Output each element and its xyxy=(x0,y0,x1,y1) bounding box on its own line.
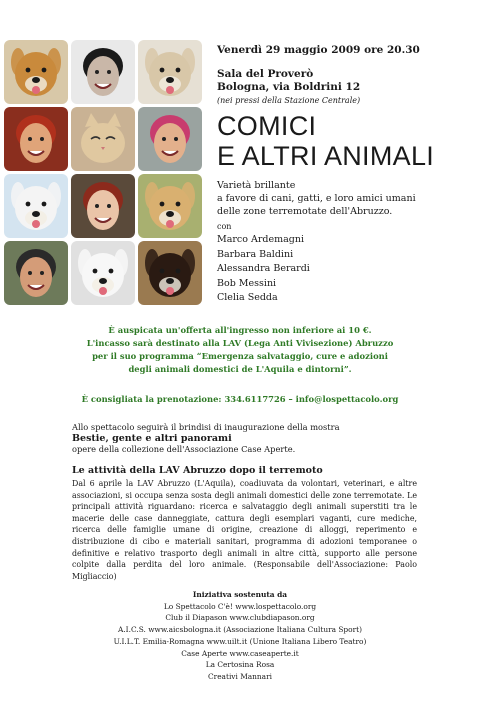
donation-line1: È auspicata un'offerta all'ingresso non inferiore ai 10 €. xyxy=(108,325,372,335)
dog-photo xyxy=(138,40,202,104)
exhibition-title: Bestie, gente e altri panorami xyxy=(72,433,232,444)
subtitle-line1: Varietà brillante xyxy=(217,180,296,191)
booking-notice: È consigliata la prenotazione: 334.6117726 – info@lospettacolo.org xyxy=(81,394,399,404)
performer-name: Marco Ardemagni xyxy=(217,234,305,245)
show-title-line1: COMICI xyxy=(217,111,317,141)
supporters xyxy=(60,589,420,683)
performer-name: Bob Messini xyxy=(217,277,277,289)
show-title xyxy=(217,111,475,171)
donation-line2: L'incasso sarà destinato alla LAV (Lega Anti Vivisezione) Abruzzo xyxy=(86,338,394,348)
supporters-heading: Iniziativa sostenuta da xyxy=(192,590,288,599)
supporter-line: A.I.C.S. www.aicsbologna.it (Associazione Italiana Cultura Sport) xyxy=(118,625,362,635)
lav-body: Dal 6 aprile la LAV Abruzzo (L'Aquila), coadiuvata da volontari, veterinari, e altre associazioni, si occupa senza sosta degli animali domestici delle zone terremotate. Le principali attività riguardano: ricerca e salvataggio degli animali superstiti tra le macerie delle case danneggiate, cattura degli esemplari vaganti, cure mediche, ricerca delle famiglie umane di origine, creazione di alloggi, reperimento e distribuzione di cibo e materiali sanitari, programma di adozioni temporanee o definitive e relativo trasporto degli animali in altre città, supporto alle persone colpite dalla perdita del loro animale. (Responsabile dell'Associazione: Paolo Migliaccio) xyxy=(72,479,417,581)
photo-collage xyxy=(4,40,202,305)
venue-note: (nei pressi della Stazione Centrale) xyxy=(217,96,361,105)
performer-name: Clelia Sedda xyxy=(217,292,278,303)
exhibition-collection: opere della collezione dell'Associazione Case Aperte. xyxy=(72,444,296,454)
person-photo xyxy=(138,107,202,171)
performer-name: Barbara Baldini xyxy=(217,248,294,260)
supporter-line: Club il Diapason www.clubdiapason.org xyxy=(165,613,315,623)
subtitle-line3: delle zone terremotate dell'Abruzzo. xyxy=(217,206,393,217)
dog-photo xyxy=(4,40,68,104)
supporter-line: La Certosina Rosa xyxy=(205,660,275,670)
donation-notice xyxy=(30,324,450,376)
venue-name: Sala del Proverò xyxy=(217,68,314,80)
donation-line4: degli animali domestici de L'Aquila e dintorni”. xyxy=(128,364,352,374)
person-photo xyxy=(71,40,135,104)
subtitle-line2: a favore di cani, gatti, e loro amici umani xyxy=(217,193,416,204)
lav-heading: Le attività della LAV Abruzzo dopo il terremoto xyxy=(72,465,323,476)
donation-line3: per il suo programma “Emergenza salvataggio, cure e adozioni xyxy=(92,351,388,361)
person-photo xyxy=(71,174,135,238)
person-photo xyxy=(4,241,68,305)
exhibition-intro: Allo spettacolo seguirà il brindisi di inaugurazione della mostra xyxy=(72,422,340,432)
event-info xyxy=(217,40,475,306)
show-subtitle xyxy=(217,179,475,218)
supporter-line: Lo Spettacolo C'è! www.lospettacolo.org xyxy=(163,601,317,611)
supporter-line: Creativi Mannari xyxy=(208,671,272,681)
dog-photo xyxy=(138,174,202,238)
dog-photo xyxy=(71,241,135,305)
lav-section xyxy=(72,465,417,582)
show-title-line2: E ALTRI ANIMALI xyxy=(217,141,435,171)
supporter-line: Case Aperte www.caseaperte.it xyxy=(181,648,299,658)
dog-photo xyxy=(138,241,202,305)
with-label: con xyxy=(217,222,232,231)
event-date: Venerdì 29 maggio 2009 ore 20.30 xyxy=(217,44,420,56)
exhibition-info xyxy=(72,422,422,455)
person-photo xyxy=(4,107,68,171)
cat-photo xyxy=(71,107,135,171)
performer-name: Alessandra Berardi xyxy=(217,263,310,274)
supporter-line: U.I.L.T. Emilia-Romagna www.uilt.it (Unione Italiana Libero Teatro) xyxy=(113,636,367,646)
venue-address: Bologna, via Boldrini 12 xyxy=(217,81,361,93)
dog-photo xyxy=(4,174,68,238)
performer-list xyxy=(217,233,475,306)
